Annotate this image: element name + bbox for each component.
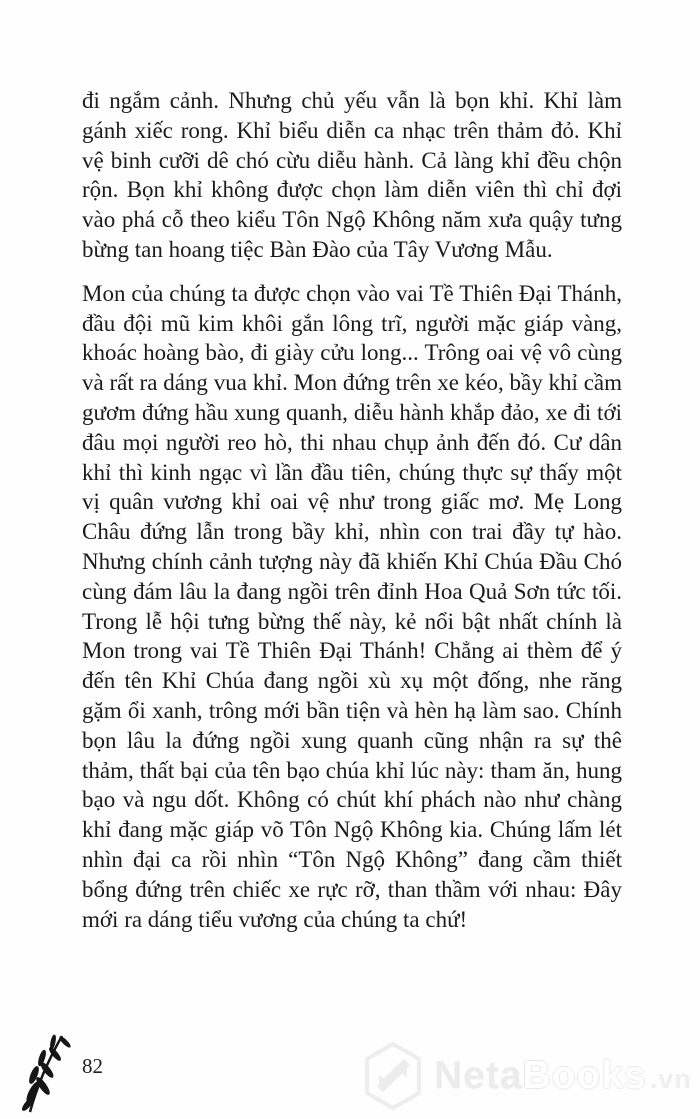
paragraph-1: đi ngắm cảnh. Nhưng chủ yếu vẫn là bọn khỉ. Khỉ làm gánh xiếc rong. Khỉ biểu diễn ca nhạc trên thảm đỏ. Khỉ vệ binh cưỡi dê chó cừu diễu hành. Cả làng khỉ đều chộn rộn. Bọn khỉ không được chọn làm diễn viên thì chỉ đợi vào phá cỗ theo kiểu Tôn Ngộ Không năm xưa quậy tưng bừng tan hoang tiệc Bàn Đào của Tây Vương Mẫu. [82, 88, 622, 262]
paragraph-2: Mon của chúng ta được chọn vào vai Tề Thiên Đại Thánh, đầu đội mũ kim khôi gắn lông trĩ, người mặc giáp vàng, khoác hoàng bào, đi giày cửu long... Trông oai vệ vô cùng và rất ra dáng vua khỉ. Mon đứng trên xe kéo, bầy khỉ cầm gươm đứng hầu xung quanh, diễu hành khắp đảo, xe đi tới đâu mọi người reo hò, thi nhau chụp ảnh đến đó. Cư dân khỉ thì kinh ngạc vì lần đầu tiên, chúng thực sự thấy một vị quân vương khỉ oai vệ như trong giấc mơ. Mẹ Long Châu đứng lẫn trong bầy khỉ, nhìn con trai đầy tự hào. Nhưng chính cảnh tượng này đã khiến Khỉ Chúa Đầu Chó cùng đám lâu la đang ngồi trên đỉnh Hoa Quả Sơn tức tối. Trong lễ hội tưng bừng thế này, kẻ nổi bật nhất chính là Mon trong vai Tề Thiên Đại Thánh! Chẳng ai thèm để ý đến tên Khỉ Chúa đang ngồi xù xụ một đống, nhe răng gặm ổi xanh, trông mới bần tiện và hèn hạ làm sao. Chính bọn lâu la đứng ngồi xung quanh cũng nhận ra sự thê thảm, thất bại của tên bạo chúa khỉ lúc này: tham ăn, hung bạo và ngu dốt. Không có chút khí phách nào như chàng khỉ đang mặc giáp võ Tôn Ngộ Không kia. Chúng lấm lét nhìn đại ca rồi nhìn “Tôn Ngộ Không” đang cầm thiết bổng đứng trên chiếc xe rực rỡ, than thầm với nhau: Đây mới ra dáng tiểu vương của chúng ta chứ! [82, 280, 622, 932]
watermark-tld: .vn [649, 1064, 692, 1094]
page-text [82, 86, 622, 934]
page-number: 82 [82, 1053, 103, 1078]
netabooks-watermark [362, 1036, 692, 1116]
watermark-text [434, 1054, 692, 1098]
netabooks-hexagon-n-icon [362, 1041, 424, 1111]
page-footer [20, 1030, 103, 1116]
watermark-neta: Neta [434, 1054, 523, 1097]
watermark-books: Books [522, 1054, 647, 1097]
leaf-branch-icon [20, 1030, 76, 1116]
